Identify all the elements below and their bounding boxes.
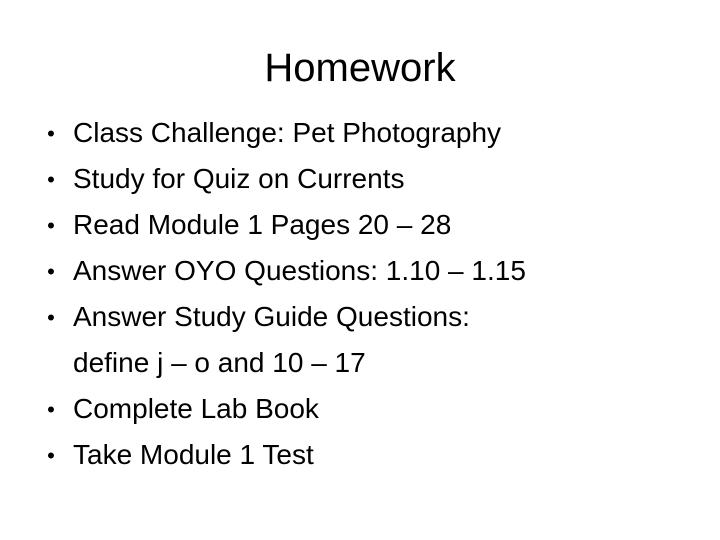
bullet-icon: •: [47, 305, 55, 330]
list-item: [44, 156, 684, 202]
list-item: [44, 248, 684, 294]
bullet-icon: •: [47, 167, 55, 192]
bullet-icon: •: [47, 213, 55, 238]
list-item: [44, 432, 684, 478]
slide-title-text: Homework: [264, 46, 456, 90]
slide-title: [0, 44, 720, 92]
list-item-text: Take Module 1 Test: [73, 439, 314, 470]
homework-list: [44, 110, 684, 478]
list-item-text: Complete Lab Book: [73, 393, 319, 424]
bullet-icon: •: [47, 443, 55, 468]
list-item: [44, 110, 684, 156]
list-item: [44, 386, 684, 432]
list-item: [44, 294, 684, 386]
bullet-icon: •: [47, 397, 55, 422]
list-item-text: Read Module 1 Pages 20 – 28: [73, 209, 452, 240]
list-item: [44, 202, 684, 248]
list-item-text: Study for Quiz on Currents: [73, 163, 405, 194]
list-item-text: Answer OYO Questions: 1.10 – 1.15: [73, 255, 526, 286]
bullet-icon: •: [47, 121, 55, 146]
list-item-continuation-text: define j – o and 10 – 17: [73, 347, 366, 378]
list-item-text: Answer Study Guide Questions:: [73, 301, 470, 332]
list-item-text: Class Challenge: Pet Photography: [73, 117, 502, 148]
bullet-icon: •: [47, 259, 55, 284]
